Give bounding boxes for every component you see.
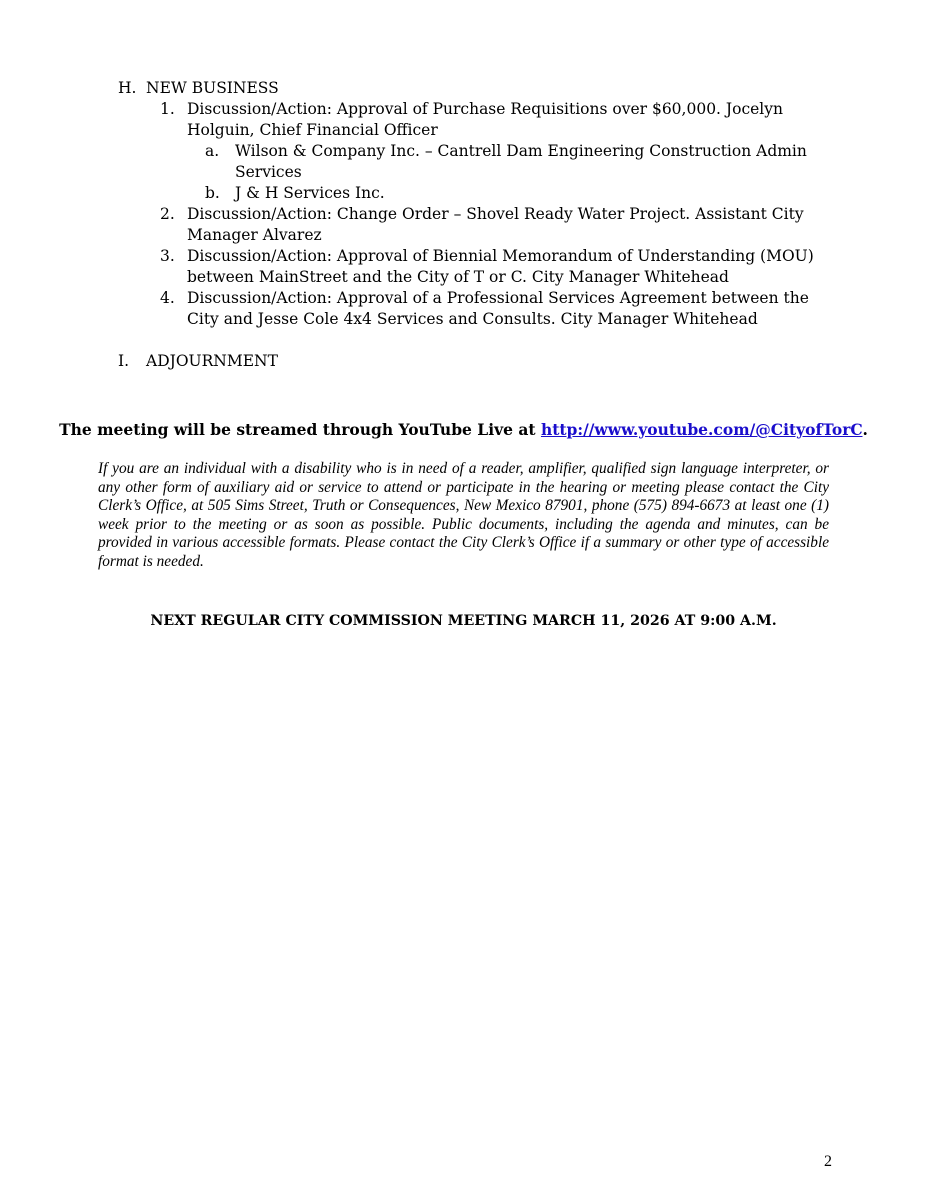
agenda-item-2 — [160, 204, 838, 246]
section-new-business — [118, 78, 838, 99]
subitem-text: Wilson & Company Inc. – Cantrell Dam Engineering Construction Admin Services — [235, 142, 807, 181]
section-title: ADJOURNMENT — [146, 352, 278, 370]
item-text: Discussion/Action: Approval of Purchase Requisitions over $60,000. Jocelyn Holguin, Chief Financial Officer — [187, 100, 784, 139]
subitem-text: J & H Services Inc. — [235, 184, 385, 202]
item-text: Discussion/Action: Approval of a Professional Services Agreement between the City and Jesse Cole 4x4 Services and Consults. City Manager Whitehead — [187, 289, 809, 328]
item-number: 1. — [160, 100, 175, 118]
item-text: Discussion/Action: Approval of Biennial Memorandum of Understanding (MOU) between MainStreet and the City of T or C. City Manager Whitehead — [187, 247, 814, 286]
item-number: 4. — [160, 289, 175, 307]
agenda-item-3 — [160, 246, 838, 288]
stream-notice — [0, 419, 927, 440]
section-adjournment — [118, 351, 838, 372]
item-number: 2. — [160, 205, 175, 223]
agenda-item-4 — [160, 288, 838, 330]
next-meeting-notice: NEXT REGULAR CITY COMMISSION MEETING MARCH 11, 2026 AT 9:00 A.M. — [150, 613, 777, 629]
agenda-list — [118, 78, 838, 372]
subitem-letter: b. — [205, 184, 220, 202]
item-number: 3. — [160, 247, 175, 265]
subitem-letter: a. — [205, 142, 220, 160]
section-letter: I. — [118, 352, 130, 370]
section-title: NEW BUSINESS — [146, 79, 279, 97]
agenda-subitem-1b — [205, 183, 838, 204]
agenda-item-1 — [160, 99, 838, 141]
section-letter: H. — [118, 79, 137, 97]
stream-period: . — [862, 420, 868, 439]
youtube-link[interactable]: http://www.youtube.com/@CityofTorC — [540, 420, 863, 439]
disability-notice: If you are an individual with a disability who is in need of a reader, amplifier, qualified sign language interpreter, or any other form of auxiliary aid or service to attend or participate in the hearing or meeting please contact the City Clerk’s Office, at 505 Sims Street, Truth or Consequences, New Mexico 87901, phone (575) 894-6673 at least one (1) week prior to the meeting or as soon as possible. Public documents, including the agenda and minutes, can be provided in various accessible formats. Please contact the City Clerk’s Office if a summary or other type of accessible format is needed. — [98, 460, 829, 570]
item-text: Discussion/Action: Change Order – Shovel Ready Water Project. Assistant City Manager Alvarez — [187, 205, 804, 244]
agenda-subitem-1a — [205, 141, 838, 183]
stream-text: The meeting will be streamed through YouTube Live at — [59, 420, 541, 439]
page-number: 2 — [824, 1153, 832, 1170]
